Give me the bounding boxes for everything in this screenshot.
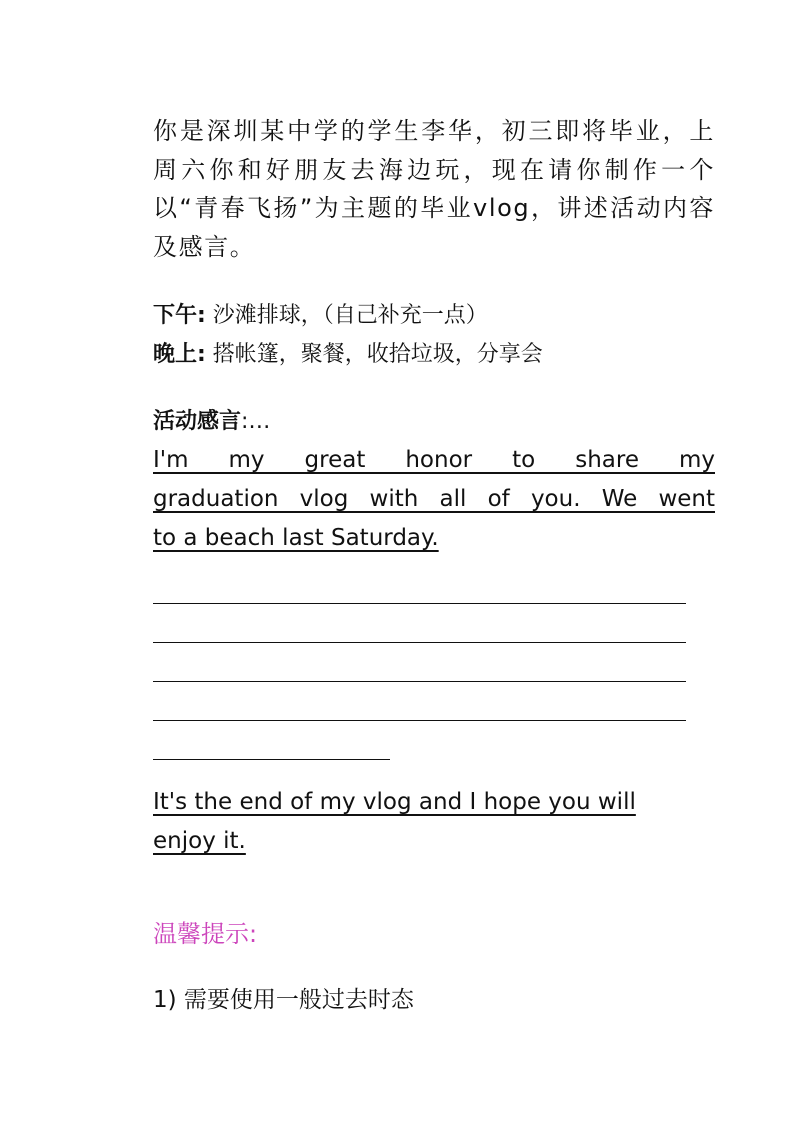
evening-activity	[153, 335, 715, 374]
feelings-heading	[153, 402, 270, 441]
opening-line-3: to a beach last Saturday.	[153, 525, 439, 551]
closing-paragraph: It's the end of my vlog and I hope you will enjoy it.	[153, 789, 636, 854]
afternoon-activity	[153, 296, 715, 335]
answer-blank-line[interactable]	[153, 642, 686, 643]
tips-title: 温馨提示:	[153, 920, 258, 948]
opening-line-1: I'm my great honor to share my	[153, 447, 715, 473]
answer-blank-line[interactable]	[153, 681, 686, 682]
tip-item: 1) 需要使用一般过去时态	[153, 987, 414, 1013]
afternoon-text: 沙滩排球，（自己补充一点）	[205, 303, 488, 328]
opening-line-2: graduation vlog with all of you. We went	[153, 486, 715, 512]
afternoon-label: 下午:	[153, 303, 206, 328]
feelings-label: 活动感言	[153, 409, 242, 434]
evening-text: 搭帐篷，聚餐，收拾垃圾，分享会	[205, 342, 543, 367]
answer-blank-line[interactable]	[153, 759, 390, 760]
evening-label: 晚上:	[153, 342, 206, 367]
feelings-suffix: :…	[241, 409, 271, 434]
answer-blank-line[interactable]	[153, 603, 686, 604]
opening-paragraph	[153, 441, 715, 558]
answer-blank-line[interactable]	[153, 720, 686, 721]
writing-prompt: 你是深圳某中学的学生李华，初三即将毕业，上周六你和好朋友去海边玩，现在请你制作一个以“青春飞扬”为主题的毕业vlog，讲述活动内容及感言。	[153, 117, 715, 261]
